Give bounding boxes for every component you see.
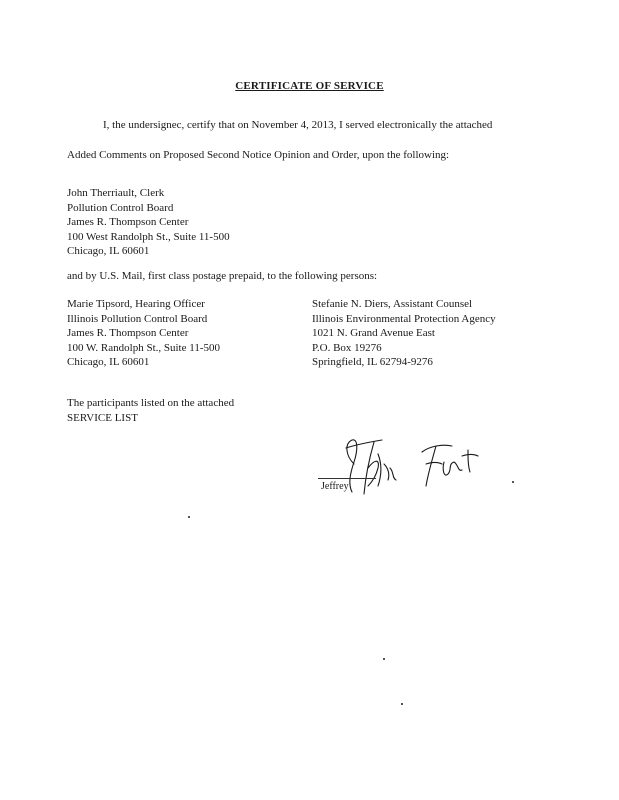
hearing-officer-address bbox=[67, 297, 220, 370]
address-line: Stefanie N. Diers, Assistant Counsel bbox=[312, 298, 473, 310]
document-title: CERTIFICATE OF SERVICE bbox=[235, 80, 384, 92]
address-line: 1021 N. Grand Avenue East bbox=[312, 327, 435, 339]
signature-line bbox=[318, 478, 376, 479]
address-line: James R. Thompson Center bbox=[67, 327, 189, 339]
intro-paragraph-line2: Added Comments on Proposed Second Notice Opinion and Order, upon the following: bbox=[67, 149, 450, 161]
scan-speck bbox=[512, 481, 514, 483]
primary-recipient-address bbox=[67, 186, 230, 259]
participants-line: The participants listed on the attached bbox=[67, 397, 235, 409]
address-line: Illinois Pollution Control Board bbox=[67, 312, 208, 325]
address-line: James R. Thompson Center bbox=[67, 216, 189, 228]
address-line: 100 W. Randolph St., Suite 11-500 bbox=[67, 341, 220, 354]
address-line: Springfield, IL 62794-9276 bbox=[312, 356, 433, 368]
scan-speck bbox=[188, 516, 190, 518]
address-line: Illinois Environmental Protection Agency bbox=[312, 312, 496, 325]
mail-service-line: and by U.S. Mail, first class postage prepaid, to the following persons: bbox=[67, 270, 378, 282]
agency-counsel-address bbox=[312, 297, 496, 370]
participants-note bbox=[67, 396, 234, 425]
address-line: P.O. Box 19276 bbox=[312, 341, 382, 354]
signer-name: Jeffrey bbox=[321, 481, 349, 492]
intro-paragraph-line1: I, the undersignec, certify that on November 4, 2013, I served electronically the attached bbox=[103, 119, 493, 131]
address-line: Chicago, IL 60601 bbox=[67, 245, 150, 257]
address-line: 100 West Randolph St., Suite 11-500 bbox=[67, 230, 230, 243]
address-line: Marie Tipsord, Hearing Officer bbox=[67, 298, 205, 310]
scan-speck bbox=[383, 658, 385, 660]
scan-speck bbox=[401, 703, 403, 705]
address-line: Chicago, IL 60601 bbox=[67, 356, 150, 368]
address-line: John Therriault, Clerk bbox=[67, 187, 165, 199]
address-line: Pollution Control Board bbox=[67, 201, 174, 214]
participants-line: SERVICE LIST bbox=[67, 411, 138, 424]
